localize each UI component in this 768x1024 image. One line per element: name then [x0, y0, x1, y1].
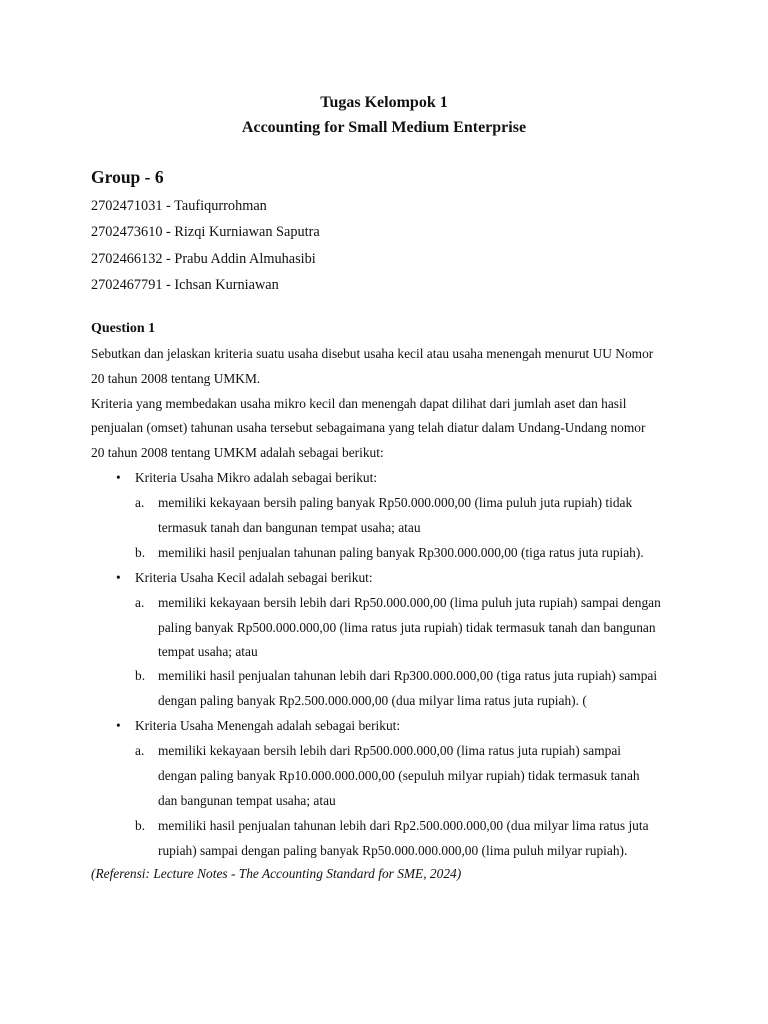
list-marker: b. [135, 545, 146, 560]
bullet-icon: • [116, 470, 121, 485]
criteria-item-line: memiliki hasil penjualan tahunan lebih dari Rp300.000.000,00 (tiga ratus juta rupiah) sampai [158, 668, 658, 683]
criteria-item-line: dengan paling banyak Rp10.000.000.000,00 (sepuluh milyar rupiah) tidak termasuk tanah [158, 768, 640, 783]
list-marker: a. [135, 495, 145, 510]
criteria-item-line: tempat usaha; atau [158, 644, 258, 659]
list-marker: b. [135, 668, 146, 683]
criteria-item-line: memiliki hasil penjualan tahunan paling banyak Rp300.000.000,00 (tiga ratus juta rupiah). [158, 545, 644, 560]
document-title: Tugas Kelompok 1 [320, 94, 448, 111]
criteria-item-line: termasuk tanah dan bangunan tempat usaha; atau [158, 520, 421, 535]
answer-intro-line: 20 tahun 2008 tentang UMKM adalah sebagai berikut: [91, 445, 384, 460]
criteria-item-line: rupiah) sampai dengan paling banyak Rp50.000.000.000,00 (lima puluh milyar rupiah). [158, 843, 628, 858]
list-marker: a. [135, 595, 145, 610]
criteria-item-line: paling banyak Rp500.000.000,00 (lima ratus juta rupiah) tidak termasuk tanah dan bangunan [158, 620, 656, 635]
question-prompt-line: Sebutkan dan jelaskan kriteria suatu usaha disebut usaha kecil atau usaha menengah menurut UU Nomor [91, 346, 654, 361]
reference-note: (Referensi: Lecture Notes - The Accounting Standard for SME, 2024) [91, 866, 462, 881]
list-marker: b. [135, 818, 146, 833]
question-heading: Question 1 [91, 321, 156, 336]
criteria-item-line: dan bangunan tempat usaha; atau [158, 793, 336, 808]
criteria-item-line: dengan paling banyak Rp2.500.000.000,00 (dua milyar lima ratus juta rupiah). ( [158, 693, 587, 708]
criteria-title-mikro: Kriteria Usaha Mikro adalah sebagai berikut: [135, 470, 378, 485]
bullet-icon: • [116, 718, 121, 733]
criteria-item-line: memiliki kekayaan bersih lebih dari Rp50.000.000,00 (lima puluh juta rupiah) sampai dengan [158, 595, 661, 610]
member-entry: 2702466132 - Prabu Addin Almuhasibi [91, 251, 316, 267]
member-entry: 2702467791 - Ichsan Kurniawan [91, 277, 279, 293]
list-marker: a. [135, 743, 145, 758]
member-entry: 2702473610 - Rizqi Kurniawan Saputra [91, 224, 320, 240]
group-heading: Group - 6 [91, 167, 164, 187]
criteria-item-line: memiliki kekayaan bersih lebih dari Rp500.000.000,00 (lima ratus juta rupiah) sampai [158, 743, 621, 758]
answer-intro-line: Kriteria yang membedakan usaha mikro kecil dan menengah dapat dilihat dari jumlah aset dan hasil [91, 396, 627, 411]
criteria-item-line: memiliki hasil penjualan tahunan lebih dari Rp2.500.000.000,00 (dua milyar lima ratus juta [158, 818, 649, 833]
criteria-item-line: memiliki kekayaan bersih paling banyak Rp50.000.000,00 (lima puluh juta rupiah) tidak [158, 495, 633, 510]
criteria-title-kecil: Kriteria Usaha Kecil adalah sebagai berikut: [135, 570, 373, 585]
member-entry: 2702471031 - Taufiqurrohman [91, 198, 267, 214]
document-subtitle: Accounting for Small Medium Enterprise [241, 119, 527, 136]
bullet-icon: • [116, 570, 121, 585]
criteria-title-menengah: Kriteria Usaha Menengah adalah sebagai berikut: [135, 718, 401, 733]
answer-intro-line: penjualan (omset) tahunan usaha tersebut sebagaimana yang telah diatur dalam Undang-Undang nomor [91, 420, 646, 435]
question-prompt-line: 20 tahun 2008 tentang UMKM. [91, 371, 261, 386]
